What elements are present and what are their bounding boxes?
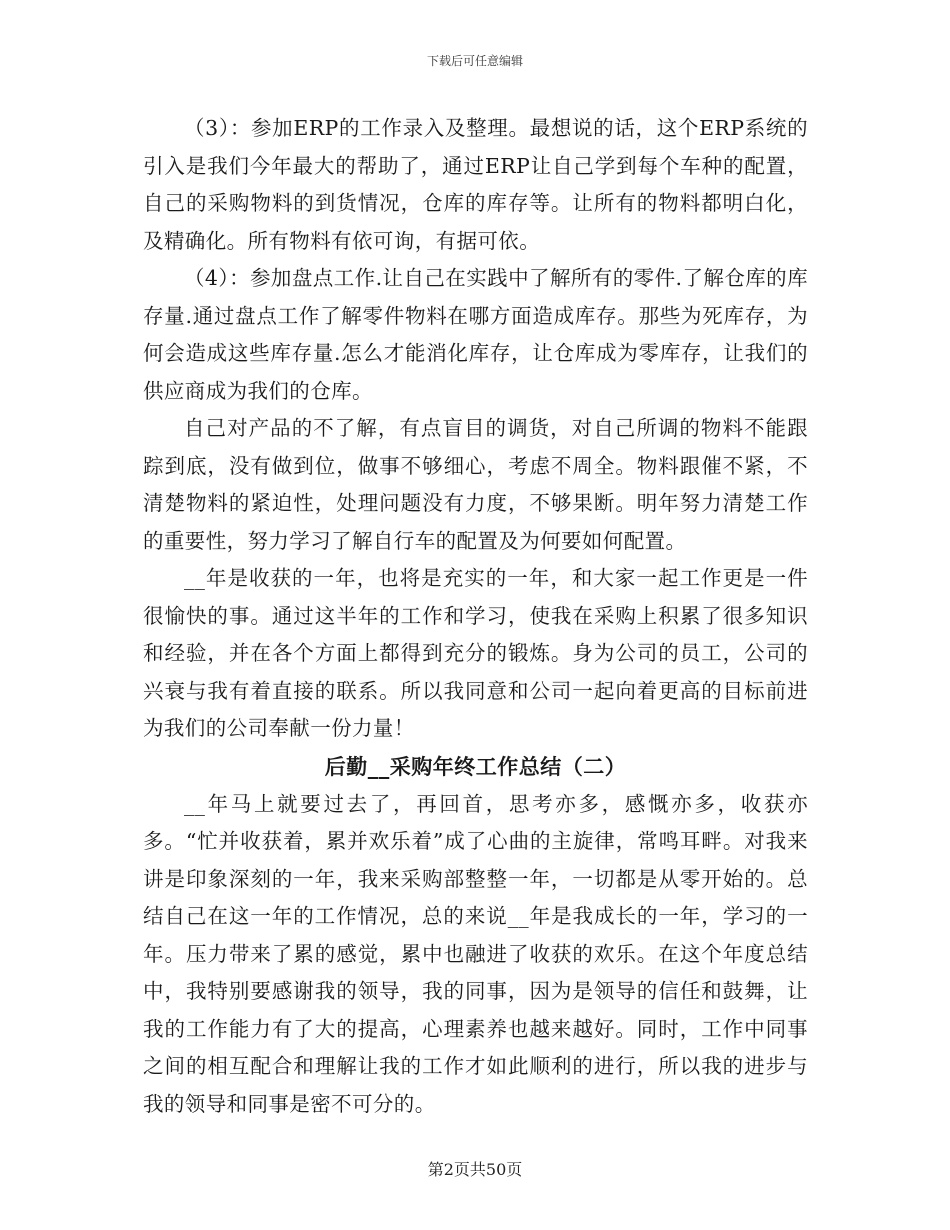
page-header-note: 下载后可任意编辑 (426, 54, 523, 68)
paragraph-inventory: （4）：参加盘点工作.让自己在实践中了解所有的零件.了解仓库的库存量.通过盘点工作了解零件物料在哪方面造成库存。那些为死库存，为何会造成这些库存量.怎么才能消化库存，让仓库成为零库存，让我们的供应商成为我们的仓库。 (143, 266, 808, 403)
paragraph-conclusion: __年是收获的一年，也将是充实的一年，和大家一起工作更是一件很愉快的事。通过这半年的工作和学习，使我在采购上积累了很多知识和经验，并在各个方面上都得到充分的锻炼。身为公司的员工，公司的兴衰与我有着直接的联系。所以我同意和公司一起向着更高的目标前进为我们的公司奉献一份力量！ (143, 566, 808, 740)
document-body (143, 110, 808, 1123)
paragraph-section-intro: __年马上就要过去了，再回首，思考亦多，感慨亦多，收获亦多。“忙并收获着，累并欢乐着”成了心曲的主旋律，常鸣耳畔。对我来讲是印象深刻的一年，我来采购部整整一年，一切都是从零开始的。总结自己在这一年的工作情况，总的来说__年是我成长的一年，学习的一年。压力带来了累的感觉，累中也融进了收获的欢乐。在这个年度总结中，我特别要感谢我的领导，我的同事，因为是领导的信任和鼓舞，让我的工作能力有了大的提高，心理素养也越来越好。同时，工作中同事之间的相互配合和理解让我的工作才如此顺利的进行，所以我的进步与我的领导和同事是密不可分的。 (143, 791, 808, 1116)
paragraph-erp: （3）：参加ERP的工作录入及整理。最想说的话，这个ERP系统的引入是我们今年最大的帮助了，通过ERP让自己学到每个车种的配置，自己的采购物料的到货情况，仓库的库存等。让所有的物料都明白化，及精确化。所有物料有依可询，有据可依。 (143, 116, 808, 253)
page-number: 第2页共50页 (427, 1160, 523, 1179)
section-title: 后勤__采购年终工作总结（二） (324, 753, 627, 779)
paragraph-self-review: 自己对产品的不了解，有点盲目的调货，对自己所调的物料不能跟踪到底，没有做到位，做事不够细心，考虑不周全。物料跟催不紧，不清楚物料的紧迫性，处理问题没有力度，不够果断。明年努力清楚工作的重要性，努力学习了解自行车的配置及为何要如何配置。 (143, 416, 808, 553)
